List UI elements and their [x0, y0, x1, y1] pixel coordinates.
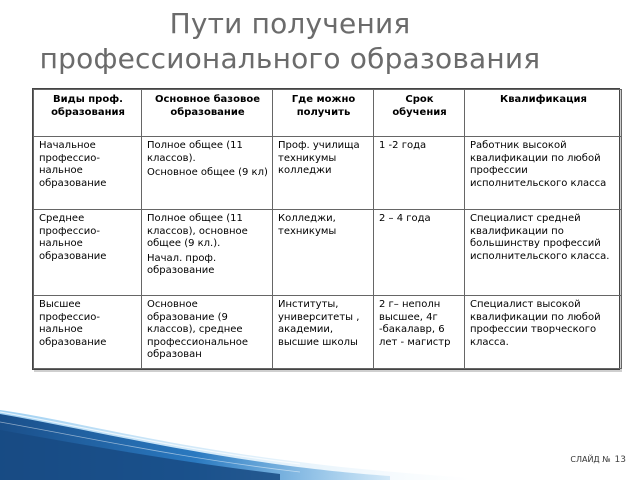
title-line-2: профессионального образования [39, 42, 541, 75]
header-qualification: Квалификация [465, 90, 622, 137]
slide-number-value: 13 [614, 455, 626, 465]
table-row [34, 137, 622, 210]
header-base: Основное базовое образование [142, 90, 273, 137]
table-row [34, 296, 622, 369]
title-line-1: Пути получения [169, 7, 411, 40]
table-header-row [34, 90, 622, 137]
cell-type: Среднее профессио-нальное образование [34, 210, 142, 296]
cell-qualification: Работник высокой квалификации по любой профессии исполнительского класса [465, 137, 622, 210]
cell-base [142, 296, 273, 369]
slide-wave-decoration [0, 400, 640, 480]
cell-type: Высшее профессио-нальное образование [34, 296, 142, 369]
cell-where: Колледжи, техникумы [273, 210, 374, 296]
cell-base-line: Основное общее (9 кл) [147, 167, 268, 178]
cell-base-line: Полное общее (11 классов), основное общее (9 кл.). [147, 213, 248, 249]
table-row [34, 210, 622, 296]
slide-number [570, 455, 626, 465]
cell-type: Начальное профессио-нальное образование [34, 137, 142, 210]
cell-qualification: Специалист средней квалификации по большинству профессий исполнительского класса. [465, 210, 622, 296]
cell-term: 1 -2 года [374, 137, 465, 210]
cell-term: 2 – 4 года [374, 210, 465, 296]
cell-base-line: Полное общее (11 классов). [147, 140, 243, 164]
header-term: Срок обучения [374, 90, 465, 137]
cell-where: Проф. училища техникумы колледжи [273, 137, 374, 210]
cell-qualification: Специалист высокой квалификации по любой профессии творческого класса. [465, 296, 622, 369]
cell-base-line: Основное образование (9 классов), среднее профессиональное образован [147, 299, 249, 360]
slide-title [30, 6, 550, 76]
cell-base [142, 210, 273, 296]
header-type: Виды проф. образования [34, 90, 142, 137]
cell-base-line: Начал. проф. образование [147, 252, 217, 276]
cell-where: Институты, университеты , академии, высшие школы [273, 296, 374, 369]
education-paths-table [32, 88, 620, 370]
cell-base [142, 137, 273, 210]
header-where: Где можно получить [273, 90, 374, 137]
cell-term: 2 г– неполн высшее, 4г -бакалавр, 6 лет - магистр [374, 296, 465, 369]
slide-number-label: СЛАЙД № [570, 455, 611, 464]
